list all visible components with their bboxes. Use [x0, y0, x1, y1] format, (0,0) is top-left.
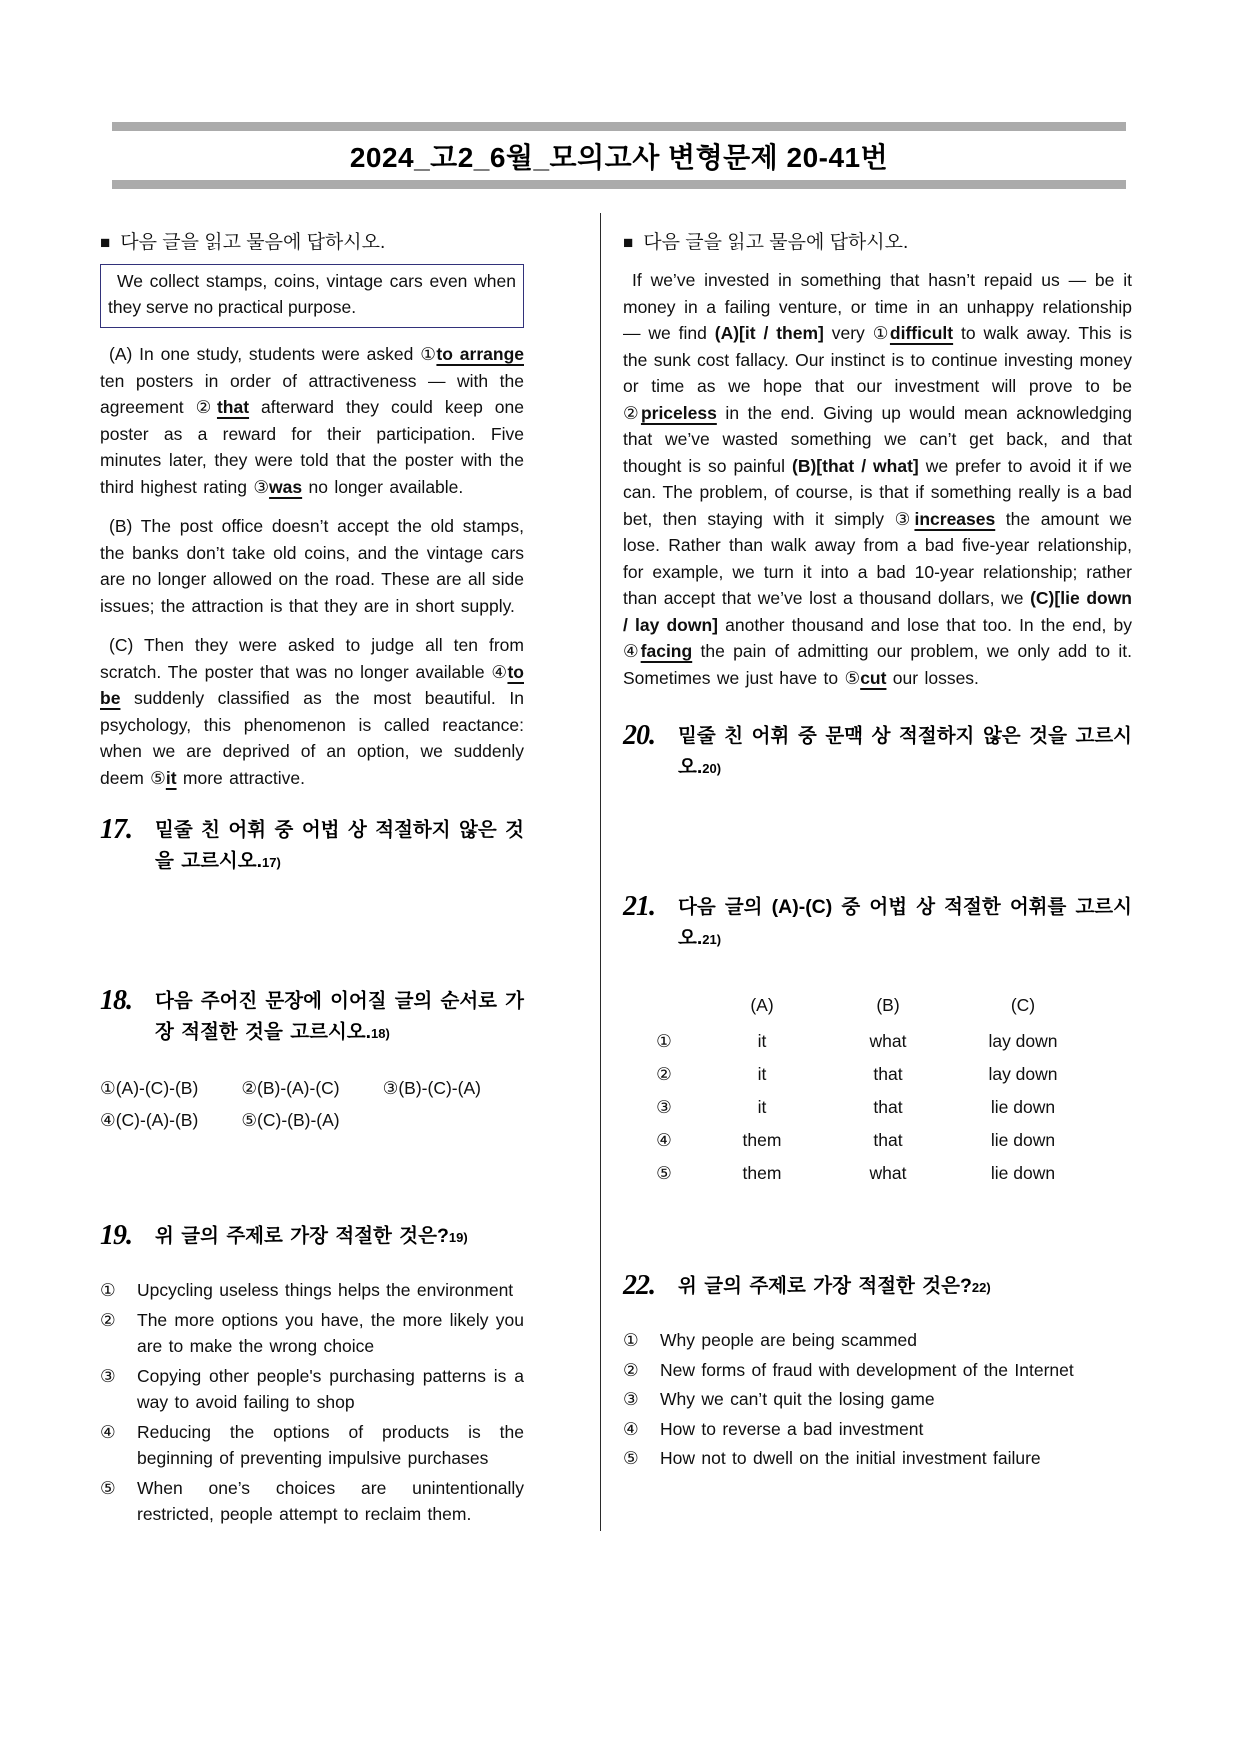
row-marker: ⑤ — [656, 1163, 672, 1183]
option-marker: ① — [100, 1078, 116, 1098]
section-prompt-text: 다음 글을 읽고 물음에 답하시오. — [643, 232, 909, 253]
empty-header-cell — [627, 991, 701, 1019]
option-marker: ④ — [100, 1421, 116, 1442]
emphasized-text: that — [216, 397, 250, 417]
option-text: Reducing the options of products is the beginning of preventing impulsive purchases — [137, 1421, 524, 1468]
answer-option — [623, 1386, 1132, 1413]
option-text: (C)-(A)-(B) — [115, 1110, 199, 1130]
emphasized-text: (A)[it / them] — [714, 323, 824, 343]
text-segment: more attractive. — [176, 767, 306, 788]
question-18 — [100, 986, 524, 1049]
passage-paragraph-b — [100, 513, 524, 619]
choice-table-row — [627, 1159, 1077, 1187]
left-column — [100, 213, 524, 1531]
text-segment: in the end. Giving up would mean acknowledging that we’ve wasted something we can’t get back, and that thought is so painful — [623, 402, 1132, 476]
question-20-number: 20. — [623, 720, 655, 751]
page-title: 2024_고2_6월_모의고사 변형문제 20-41번 — [349, 142, 889, 173]
text-segment: no longer available. — [302, 476, 464, 497]
text-segment: ④ — [623, 641, 641, 661]
choice-cell: that — [873, 1097, 903, 1117]
text-segment: the pain of admitting our problem, we only add to it. Sometimes we just have to — [623, 641, 1132, 688]
question-21-number: 21. — [623, 891, 655, 922]
text-segment: If we’ve invested in something that hasn’t repaid us — be it money in a failing venture, or time in an unhappy relationship — we find — [623, 270, 1132, 343]
question-20-footnote-ref: 20) — [702, 761, 722, 776]
text-segment: ten posters in order of attractiveness — with the agreement — [100, 370, 524, 417]
row-marker: ② — [656, 1064, 672, 1084]
text-segment: (C) Then they were asked to judge all ten from scratch. The poster that was no longer available — [100, 635, 524, 682]
choice-cell: it — [757, 1097, 767, 1117]
question-20-stem: 밑줄 친 어휘 중 문맥 상 적절하지 않은 것을 고르시오. — [678, 725, 1132, 778]
text-segment: (B) The post office doesn’t accept the old stamps, the banks don’t take old coins, and the vintage cars are no longer allowed on the road. These are all side issues; the attraction is that they are in short supply. — [100, 516, 524, 616]
option-marker: ⑤ — [100, 1477, 116, 1498]
section-prompt-right — [623, 227, 1132, 254]
option-text: (A)-(C)-(B) — [115, 1078, 199, 1098]
section-prompt-left — [100, 227, 524, 254]
answer-option — [100, 1075, 241, 1101]
right-column — [600, 213, 1132, 1531]
question-19-stem: 위 글의 주제로 가장 적절한 것은? — [155, 1225, 449, 1247]
option-marker: ② — [100, 1309, 116, 1330]
choice-cell: lie down — [990, 1163, 1056, 1183]
choice-cell: lay down — [988, 1064, 1058, 1084]
choice-cell: it — [757, 1031, 767, 1051]
question-18-number: 18. — [100, 985, 132, 1016]
option-marker: ④ — [623, 1418, 639, 1439]
question-17-footnote-ref: 17) — [262, 855, 281, 870]
question-17-number: 17. — [100, 814, 132, 845]
option-marker: ⑤ — [241, 1110, 258, 1130]
option-marker: ③ — [100, 1365, 116, 1386]
option-text: New forms of fraud with development of the Internet — [660, 1359, 1074, 1380]
emphasized-text: to arrange — [436, 344, 524, 364]
answer-option — [623, 1445, 1132, 1472]
row-marker: ③ — [656, 1097, 672, 1117]
question-18-text — [155, 986, 524, 1049]
given-sentence: We collect stamps, coins, vintage cars even when they serve no practical purpose. — [108, 271, 516, 317]
passage-paragraph-a — [100, 341, 524, 500]
choice-cell: lie down — [990, 1097, 1056, 1117]
question-22 — [623, 1271, 1132, 1303]
emphasized-text: cut — [860, 667, 887, 688]
two-column-layout — [100, 213, 1132, 1531]
question-17 — [100, 815, 524, 878]
header-rule-top — [112, 122, 1126, 131]
option-marker: ② — [241, 1078, 258, 1098]
option-text: When one’s choices are unintentionally restricted, people attempt to reclaim them. — [137, 1477, 524, 1524]
text-segment: suddenly classified as the most beautiful. In psychology, this phenomenon is called reactance: when we are deprived of an option, we suddenly deem — [100, 688, 524, 788]
emphasized-text: priceless — [640, 402, 717, 423]
given-sentence-box — [100, 264, 524, 328]
choice-cell: that — [873, 1064, 903, 1084]
choice-table-row — [627, 1060, 1077, 1088]
option-marker: ③ — [623, 1389, 639, 1409]
choice-column-header: (A) — [750, 995, 774, 1015]
emphasized-text: difficult — [889, 323, 954, 343]
page-header — [112, 122, 1126, 189]
text-segment: ① — [872, 323, 890, 343]
square-bullet-icon: ■ — [100, 233, 111, 252]
option-text: Upcycling useless things helps the environment — [137, 1280, 514, 1300]
text-segment: to walk away. This is the sunk cost fallacy. Our instinct is to continue investing money or time as we hope that our investment will prove to be — [623, 323, 1132, 396]
emphasized-text: (C)[lie down / lay down] — [623, 588, 1132, 635]
answer-option — [100, 1277, 524, 1304]
answer-option — [383, 1075, 524, 1101]
choice-cell: lie down — [990, 1130, 1056, 1150]
text-segment: ⑤ — [150, 767, 166, 788]
text-segment: we prefer to avoid it if we can. The problem, of course, is that if something really is a bad bet, then staying with it simply — [623, 455, 1132, 529]
row-marker: ④ — [656, 1130, 672, 1150]
text-segment: another thousand and lose that too. In the end, by — [718, 614, 1132, 635]
answer-option — [100, 1419, 524, 1472]
row-marker: ① — [656, 1031, 672, 1051]
text-segment: the amount we lose. Rather than walk away from a bad five-year relationship, for example, we turn it into a bad 10-year relationship; rather than accept that we’ve lost a thousand dollars, we — [623, 508, 1133, 608]
question-21-text — [678, 892, 1132, 955]
choice-cell: them — [742, 1163, 782, 1183]
question-19 — [100, 1221, 524, 1253]
option-marker: ① — [100, 1280, 116, 1300]
text-segment: ② — [623, 402, 641, 423]
question-18-footnote-ref: 18) — [371, 1026, 390, 1041]
question-22-text — [678, 1271, 1132, 1303]
option-text: How not to dwell on the initial investment failure — [660, 1448, 1041, 1468]
option-marker: ① — [623, 1330, 639, 1350]
choice-table-row — [627, 1027, 1077, 1055]
question-19-number: 19. — [100, 1220, 132, 1251]
question-21-stem: 다음 글의 (A)-(C) 중 어법 상 적절한 어휘를 고르시오. — [678, 896, 1132, 949]
answer-option — [100, 1307, 524, 1360]
text-segment: ⑤ — [844, 667, 861, 688]
answer-option — [241, 1075, 382, 1101]
answer-option — [241, 1107, 382, 1133]
answer-option — [623, 1327, 1132, 1354]
emphasized-text: facing — [640, 641, 693, 661]
question-19-options — [100, 1277, 524, 1528]
emphasized-text: was — [269, 476, 303, 497]
emphasized-text: increases — [914, 508, 996, 529]
choice-column-header: (B) — [876, 995, 900, 1015]
choice-table-row — [627, 1126, 1077, 1154]
text-segment: (A) In one study, students were asked — [109, 344, 421, 364]
text-segment: afterward they could keep one poster as a reward for their participation. Five minutes later, they were told that the poster with the third highest rating — [100, 397, 524, 497]
text-segment: our losses. — [886, 667, 979, 688]
option-text: How to reverse a bad investment — [660, 1418, 924, 1439]
emphasized-text: it — [165, 767, 177, 788]
passage-paragraph-sunk-cost — [623, 267, 1132, 691]
question-21 — [623, 892, 1132, 955]
question-19-text — [155, 1221, 524, 1253]
text-segment: ② — [195, 397, 217, 417]
answer-option — [100, 1475, 524, 1528]
question-20-text — [678, 721, 1132, 784]
emphasized-text: to be — [100, 661, 524, 708]
text-segment: ④ — [491, 661, 508, 682]
question-17-stem: 밑줄 친 어휘 중 어법 상 적절하지 않은 것을 고르시오. — [155, 819, 524, 872]
text-segment: very — [823, 323, 873, 343]
emphasized-text: (B)[that / what] — [792, 455, 919, 476]
question-22-stem: 위 글의 주제로 가장 적절한 것은? — [678, 1275, 972, 1297]
choice-cell: lay down — [988, 1031, 1058, 1051]
option-text: (C)-(B)-(A) — [257, 1110, 340, 1130]
square-bullet-icon: ■ — [623, 233, 634, 252]
text-segment: ③ — [253, 476, 270, 497]
question-20 — [623, 721, 1132, 784]
option-text: Why we can’t quit the losing game — [660, 1389, 935, 1409]
answer-option — [100, 1107, 241, 1133]
answer-option — [623, 1416, 1132, 1443]
option-text: Copying other people's purchasing patterns is a way to avoid failing to shop — [137, 1365, 524, 1412]
option-marker: ④ — [100, 1110, 116, 1130]
choice-cell: them — [742, 1130, 782, 1150]
choice-cell: what — [869, 1031, 907, 1051]
option-marker: ② — [623, 1359, 639, 1380]
header-rule-bottom — [112, 180, 1126, 189]
option-text: Why people are being scammed — [660, 1330, 917, 1350]
option-text: (B)-(C)-(A) — [398, 1078, 481, 1098]
section-prompt-text: 다음 글을 읽고 물음에 답하시오. — [120, 232, 386, 253]
choice-table-row — [627, 1093, 1077, 1121]
option-text: (B)-(A)-(C) — [257, 1078, 340, 1098]
answer-option — [623, 1357, 1132, 1384]
question-18-options — [100, 1075, 524, 1133]
question-19-footnote-ref: 19) — [448, 1230, 468, 1245]
choice-table-header-row — [627, 991, 1077, 1019]
question-17-text — [155, 815, 524, 878]
question-22-footnote-ref: 22) — [971, 1280, 991, 1295]
option-marker: ⑤ — [623, 1448, 639, 1468]
question-18-stem: 다음 주어진 문장에 이어질 글의 순서로 가장 적절한 것을 고르시오. — [155, 990, 524, 1043]
question-22-options — [623, 1327, 1132, 1472]
question-21-footnote-ref: 21) — [702, 932, 722, 947]
option-marker: ③ — [382, 1078, 399, 1098]
choice-cell: what — [869, 1163, 907, 1183]
choice-cell: that — [873, 1130, 903, 1150]
text-segment: ③ — [894, 508, 915, 529]
question-22-number: 22. — [623, 1270, 655, 1301]
option-text: The more options you have, the more likely you are to make the wrong choice — [137, 1309, 524, 1356]
choice-cell: it — [757, 1064, 767, 1084]
answer-option — [100, 1363, 524, 1416]
question-21-choice-table — [627, 991, 1077, 1187]
text-segment: ① — [420, 344, 437, 364]
choice-column-header: (C) — [1010, 995, 1036, 1015]
passage-paragraph-c — [100, 632, 524, 791]
